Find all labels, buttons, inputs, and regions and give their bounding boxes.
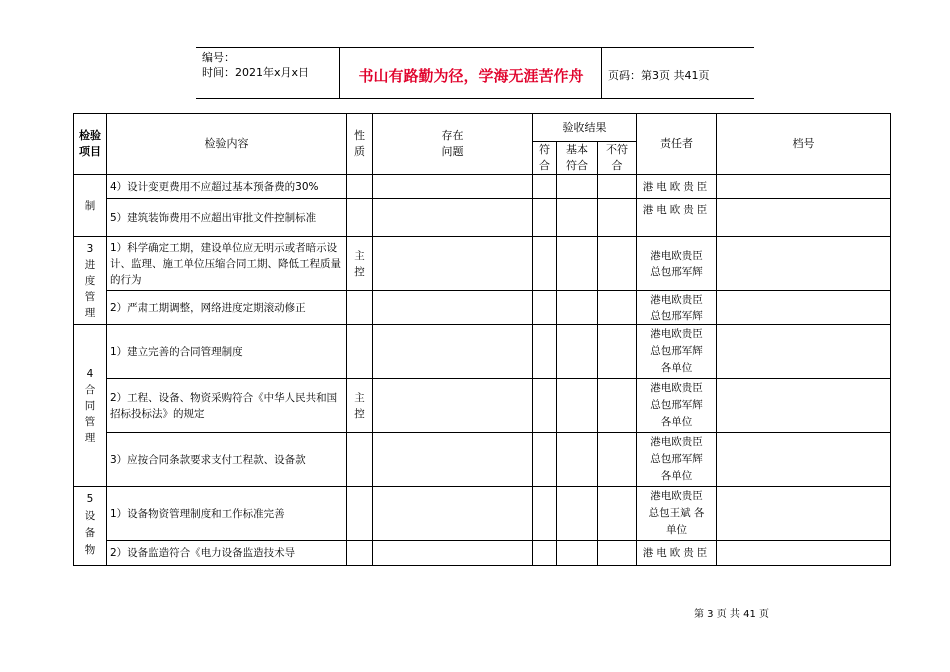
file-no-cell — [717, 487, 891, 541]
fail-cell — [598, 325, 637, 379]
issues-cell — [373, 379, 533, 433]
document-date: 时间：2021年x月x日 — [202, 66, 310, 79]
table-row — [74, 487, 891, 541]
inspection-table — [73, 113, 891, 566]
nature-cell — [347, 175, 373, 199]
pass-cell — [533, 291, 557, 325]
basic-pass-cell — [557, 175, 598, 199]
file-no-cell — [717, 291, 891, 325]
issues-cell — [373, 325, 533, 379]
header-divider — [601, 48, 602, 98]
issues-cell — [373, 541, 533, 566]
pass-cell — [533, 199, 557, 237]
nature-cell — [347, 199, 373, 237]
header-issues: 存在问题 — [373, 114, 533, 175]
file-no-cell — [717, 433, 891, 487]
table-row — [74, 541, 891, 566]
fail-cell — [598, 291, 637, 325]
basic-pass-cell — [557, 199, 598, 237]
content-cell: 1）设备物资管理制度和工作标准完善 — [107, 487, 347, 541]
fail-cell — [598, 487, 637, 541]
header-nature: 性质 — [347, 114, 373, 175]
owner-cell: 港电欧贵臣 — [637, 541, 717, 566]
issues-cell — [373, 175, 533, 199]
fail-cell — [598, 175, 637, 199]
header-owner: 责任者 — [637, 114, 717, 175]
owner-cell: 港电欧贵臣 总包邢军辉 各单位 — [637, 379, 717, 433]
owner-cell: 港电欧贵臣 — [637, 175, 717, 199]
content-cell: 4）设计变更费用不应超过基本预备费的30% — [107, 175, 347, 199]
header-result: 验收结果 — [533, 114, 637, 142]
content-cell: 2）设备监造符合《电力设备监造技术导 — [107, 541, 347, 566]
file-no-cell — [717, 175, 891, 199]
table-row — [74, 199, 891, 237]
table-row — [74, 237, 891, 291]
basic-pass-cell — [557, 237, 598, 291]
nature-cell: 主控 — [347, 237, 373, 291]
file-no-cell — [717, 237, 891, 291]
page-footer: 第 3 页 共 41 页 — [694, 609, 769, 620]
table-row — [74, 379, 891, 433]
fail-cell — [598, 237, 637, 291]
content-cell: 2）工程、设备、物资采购符合《中华人民共和国招标投标法》的规定 — [107, 379, 347, 433]
issues-cell — [373, 487, 533, 541]
nature-cell — [347, 487, 373, 541]
owner-cell: 港电欧贵臣 总包王斌 各单位 — [637, 487, 717, 541]
header-basic-pass: 基本符合 — [557, 142, 598, 175]
header-fail: 不符合 — [598, 142, 637, 175]
owner-cell: 港电欧贵臣 总包邢军辉 各单位 — [637, 433, 717, 487]
file-no-cell — [717, 379, 891, 433]
header-file-no: 档号 — [717, 114, 891, 175]
page-header — [196, 47, 754, 99]
fail-cell — [598, 541, 637, 566]
pass-cell — [533, 433, 557, 487]
document-code: 编号： — [202, 51, 235, 64]
header-divider — [339, 48, 340, 98]
table-row — [74, 291, 891, 325]
nature-cell — [347, 433, 373, 487]
pass-cell — [533, 325, 557, 379]
owner-cell: 港电欧贵臣 总包邢军辉 — [637, 291, 717, 325]
nature-cell — [347, 541, 373, 566]
fail-cell — [598, 433, 637, 487]
group-cell: 3进度管理 — [74, 237, 107, 325]
basic-pass-cell — [557, 379, 598, 433]
owner-cell: 港电欧贵臣 总包邢军辉 各单位 — [637, 325, 717, 379]
owner-cell: 港电欧贵臣 — [637, 199, 717, 237]
header-item: 检验项目 — [74, 114, 107, 175]
owner-cell: 港电欧贵臣 总包邢军辉 — [637, 237, 717, 291]
basic-pass-cell — [557, 291, 598, 325]
table-row — [74, 175, 891, 199]
table-row — [74, 433, 891, 487]
content-cell: 1）科学确定工期，建设单位应无明示或者暗示设计、监理、施工单位压缩合同工期、降低工程质量的行为 — [107, 237, 347, 291]
nature-cell — [347, 291, 373, 325]
content-cell: 2）严肃工期调整，网络进度定期滚动修正 — [107, 291, 347, 325]
content-cell: 5）建筑装饰费用不应超出审批文件控制标准 — [107, 199, 347, 237]
content-cell: 1）建立完善的合同管理制度 — [107, 325, 347, 379]
header-content: 检验内容 — [107, 114, 347, 175]
nature-cell — [347, 325, 373, 379]
pass-cell — [533, 541, 557, 566]
pass-cell — [533, 237, 557, 291]
issues-cell — [373, 433, 533, 487]
basic-pass-cell — [557, 541, 598, 566]
issues-cell — [373, 237, 533, 291]
nature-cell: 主控 — [347, 379, 373, 433]
fail-cell — [598, 199, 637, 237]
header-motto: 书山有路勤为径，学海无涯苦作舟 — [358, 67, 584, 85]
file-no-cell — [717, 541, 891, 566]
content-cell: 3）应按合同条款要求支付工程款、设备款 — [107, 433, 347, 487]
basic-pass-cell — [557, 487, 598, 541]
group-cell: 5设备物 — [74, 487, 107, 566]
group-cell: 制 — [74, 175, 107, 237]
file-no-cell — [717, 199, 891, 237]
file-no-cell — [717, 325, 891, 379]
basic-pass-cell — [557, 325, 598, 379]
pass-cell — [533, 379, 557, 433]
header-page-number: 页码：第3页 共41页 — [608, 69, 710, 82]
fail-cell — [598, 379, 637, 433]
header-pass: 符合 — [533, 142, 557, 175]
table-header-row — [74, 114, 891, 142]
pass-cell — [533, 487, 557, 541]
basic-pass-cell — [557, 433, 598, 487]
issues-cell — [373, 291, 533, 325]
group-cell: 4合同管理 — [74, 325, 107, 487]
table-row — [74, 325, 891, 379]
pass-cell — [533, 175, 557, 199]
issues-cell — [373, 199, 533, 237]
